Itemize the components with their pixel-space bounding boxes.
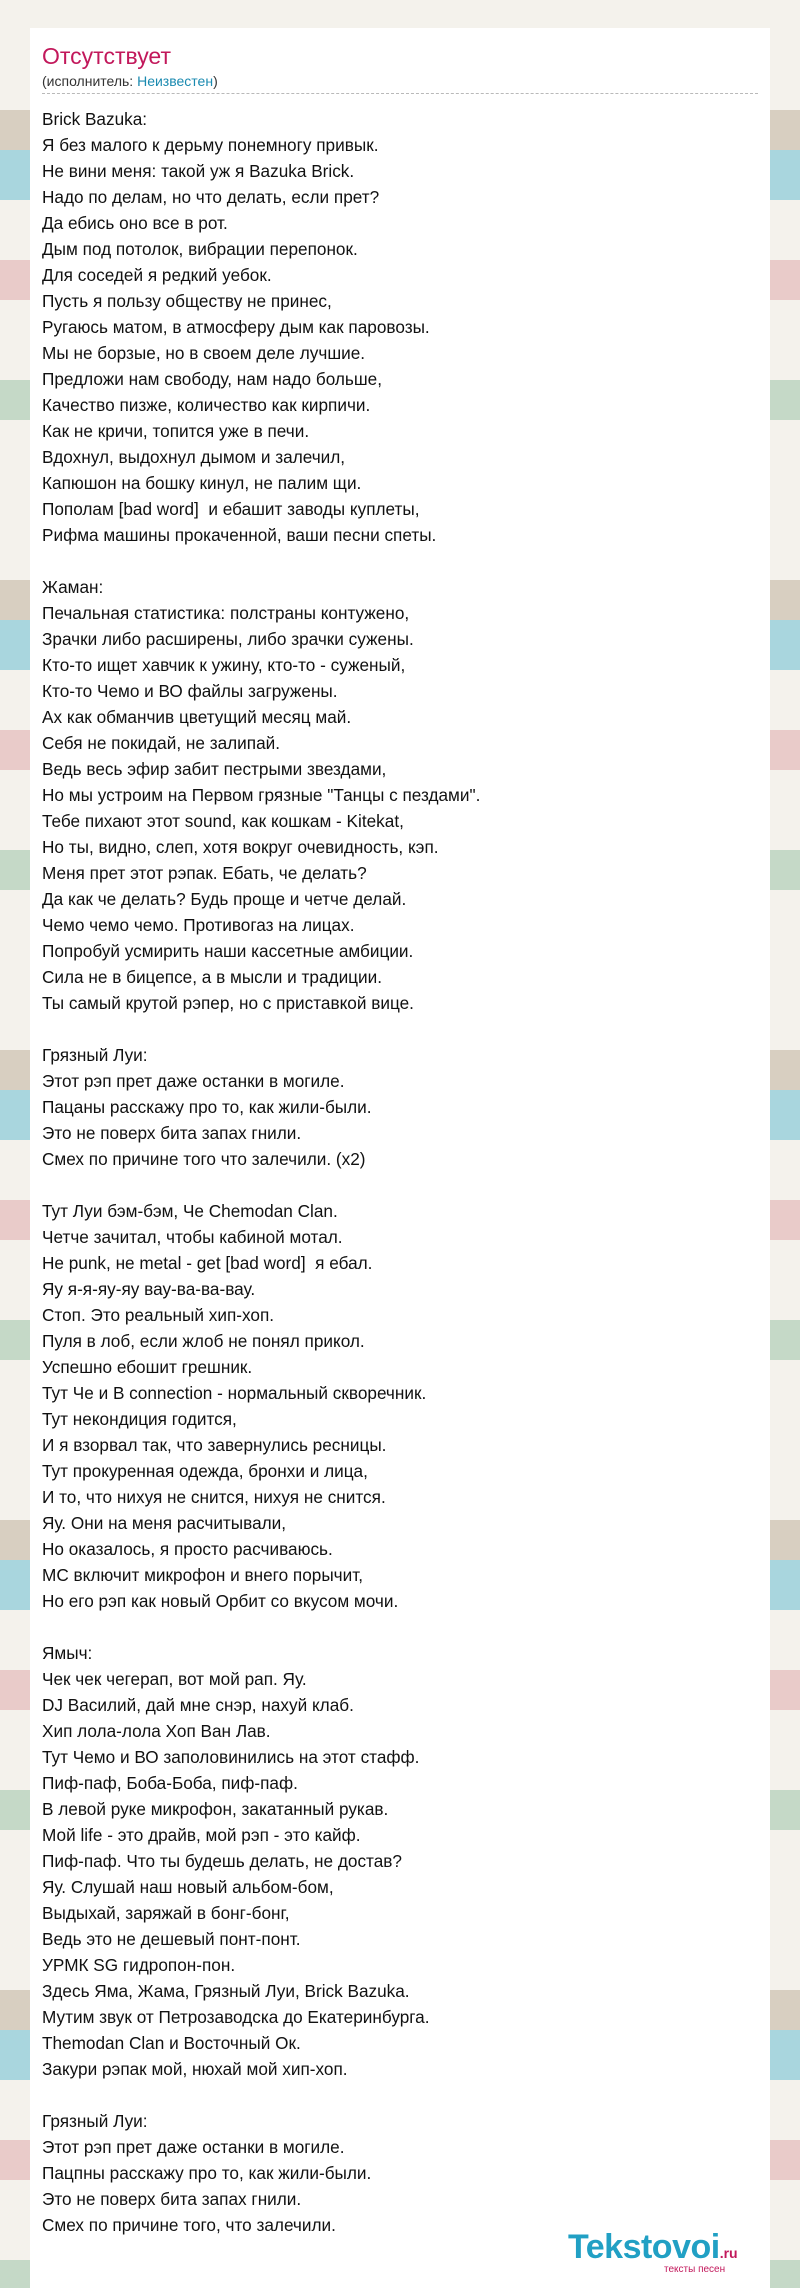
artist-line — [42, 73, 758, 94]
lyrics-line: Себя не покидай, не залипай. — [42, 733, 281, 753]
lyrics-line: Brick Bazuka: — [42, 109, 148, 129]
lyrics-line: Зрачки либо расширены, либо зрачки сужены. — [42, 629, 414, 649]
lyrics-line: Для соседей я редкий уебок. — [42, 265, 272, 285]
lyrics-line: Чек чек чегерап, вот мой рап. Яу. — [42, 1669, 307, 1689]
artist-prefix: (исполнитель: — [42, 73, 138, 89]
lyrics-blank-line — [42, 1016, 758, 1042]
lyrics-line: Жаман: — [42, 577, 104, 597]
lyrics-line: Рифма машины прокаченной, ваши песни спеты. — [42, 525, 437, 545]
lyrics-page — [30, 28, 770, 2288]
lyrics-blank-line — [42, 548, 758, 574]
lyrics-line: Меня прет этот рэпак. Ебать, че делать? — [42, 863, 367, 883]
lyrics-line: И то, что нихуя не снится, нихуя не снится. — [42, 1487, 386, 1507]
page-content — [42, 42, 758, 2238]
song-title: Отсутствует — [42, 43, 171, 69]
lyrics-line: Как не кричи, топится уже в печи. — [42, 421, 310, 441]
lyrics-line: Да ебись оно все в рот. — [42, 213, 228, 233]
lyrics-line: Сила не в бицепсе, а в мысли и традиции. — [42, 967, 382, 987]
lyrics-line: Не вини меня: такой уж я Bazuka Brick. — [42, 161, 355, 181]
lyrics-line: Яу. Они на меня расчитывали, — [42, 1513, 287, 1533]
lyrics-line: Стоп. Это реальный хип-хоп. — [42, 1305, 275, 1325]
lyrics-line: Пополам [bad word] и ебашит заводы куплеты, — [42, 499, 420, 519]
lyrics-line: Тут Луи бэм-бэм, Че Chemodan Clan. — [42, 1201, 338, 1221]
lyrics-line: DJ Василий, дай мне снэр, нахуй клаб. — [42, 1695, 354, 1715]
lyrics-line: Но его рэп как новый Орбит со вкусом мочи. — [42, 1591, 399, 1611]
lyrics-line: Выдыхай, заряжай в бонг-бонг, — [42, 1903, 290, 1923]
lyrics-line: Themodan Clan и Восточный Ок. — [42, 2033, 301, 2053]
lyrics-line: И я взорвал так, что завернулись ресницы. — [42, 1435, 387, 1455]
lyrics-line: Кто-то Чемо и ВО файлы загружены. — [42, 681, 338, 701]
lyrics-line: Успешно ебошит грешник. — [42, 1357, 253, 1377]
lyrics-line: Ах как обманчив цветущий месяц май. — [42, 707, 352, 727]
lyrics-line: Ведь весь эфир забит пестрыми звездами, — [42, 759, 387, 779]
lyrics-line: Предложи нам свободу, нам надо больше, — [42, 369, 382, 389]
lyrics-line: Тут Че и В connection - нормальный скворечник. — [42, 1383, 427, 1403]
lyrics-line: Тут некондиция годится, — [42, 1409, 237, 1429]
lyrics-blank-line — [42, 1172, 758, 1198]
lyrics-line: Ругаюсь матом, в атмосферу дым как паровозы. — [42, 317, 430, 337]
lyrics-line: Хип лола-лола Хоп Ван Лав. — [42, 1721, 271, 1741]
lyrics-line: Четче зачитал, чтобы кабиной мотал. — [42, 1227, 343, 1247]
lyrics-line: Ведь это не дешевый понт-понт. — [42, 1929, 301, 1949]
logo-domain: .ru — [719, 2245, 738, 2261]
lyrics-line: Тут Чемо и ВО заполовинились на этот стафф. — [42, 1747, 420, 1767]
lyrics-blank-line — [42, 1614, 758, 1640]
lyrics-line: Пацаны расскажу про то, как жили-были. — [42, 1097, 372, 1117]
lyrics-line: Вдохнул, выдохнул дымом и залечил, — [42, 447, 346, 467]
lyrics-line: Надо по делам, но что делать, если прет? — [42, 187, 380, 207]
lyrics-line: Пацпны расскажу про то, как жили-были. — [42, 2163, 372, 2183]
lyrics-body — [42, 106, 758, 2238]
lyrics-line: В левой руке микрофон, закатанный рукав. — [42, 1799, 389, 1819]
lyrics-line: Яу. Слушай наш новый альбом-бом, — [42, 1877, 334, 1897]
lyrics-line: Дым под потолок, вибрации перепонок. — [42, 239, 358, 259]
lyrics-line: Здесь Яма, Жама, Грязный Луи, Brick Bazuka. — [42, 1981, 410, 2001]
logo-tagline: тексты песен — [664, 2264, 726, 2275]
lyrics-blank-line — [42, 2082, 758, 2108]
lyrics-line: Мутим звук от Петрозаводска до Екатеринбурга. — [42, 2007, 430, 2027]
artist-suffix: ) — [213, 73, 218, 89]
lyrics-line: Смех по причине того что залечили. (х2) — [42, 1149, 366, 1169]
lyrics-line: Ты самый крутой рэпер, но с приставкой вице. — [42, 993, 414, 1013]
lyrics-line: Чемо чемо чемо. Противогаз на лицах. — [42, 915, 355, 935]
lyrics-line: Яу я-я-яу-яу вау-ва-ва-вау. — [42, 1279, 256, 1299]
lyrics-line: Я без малого к дерьму понемногу привык. — [42, 135, 379, 155]
lyrics-line: Печальная статистика: полстраны контужено, — [42, 603, 410, 623]
lyrics-line: Мой life - это драйв, мой рэп - это кайф. — [42, 1825, 361, 1845]
lyrics-line: Ямыч: — [42, 1643, 93, 1663]
lyrics-line: Но ты, видно, слеп, хотя вокруг очевидность, кэп. — [42, 837, 439, 857]
lyrics-line: Капюшон на бошку кинул, не палим щи. — [42, 473, 362, 493]
lyrics-line: Пусть я пользу обществу не принес, — [42, 291, 332, 311]
lyrics-line: Не punk, не metal - get [bad word] я ебал. — [42, 1253, 373, 1273]
lyrics-line: Грязный Луи: — [42, 1045, 148, 1065]
lyrics-line: Грязный Луи: — [42, 2111, 148, 2131]
lyrics-line: Тебе пихают этот sound, как кошкам - Kitekat, — [42, 811, 404, 831]
lyrics-line: Закури рэпак мой, нюхай мой хип-хоп. — [42, 2059, 348, 2079]
artist-link[interactable]: Неизвестен — [137, 73, 214, 89]
lyrics-line: Это не поверх бита запах гнили. — [42, 2189, 302, 2209]
lyrics-line: УРМК SG гидропон-пон. — [42, 1955, 236, 1975]
lyrics-line: Этот рэп прет даже останки в могиле. — [42, 1071, 345, 1091]
lyrics-line: Этот рэп прет даже останки в могиле. — [42, 2137, 345, 2157]
logo-wordmark: Tekstovoi — [568, 2228, 720, 2266]
lyrics-line: Мы не борзые, но в своем деле лучшие. — [42, 343, 366, 363]
lyrics-line: Смех по причине того, что залечили. — [42, 2215, 336, 2235]
lyrics-line: Пуля в лоб, если жлоб не понял прикол. — [42, 1331, 365, 1351]
lyrics-line: Но оказалось, я просто расчиваюсь. — [42, 1539, 333, 1559]
lyrics-line: Тут прокуренная одежда, бронхи и лица, — [42, 1461, 368, 1481]
lyrics-line: Это не поверх бита запах гнили. — [42, 1123, 302, 1143]
lyrics-line: Кто-то ищет хавчик к ужину, кто-то - суженый, — [42, 655, 406, 675]
site-logo[interactable] — [568, 2228, 738, 2275]
lyrics-line: Качество пизже, количество как кирпичи. — [42, 395, 371, 415]
lyrics-line: МС включит микрофон и внего порычит, — [42, 1565, 363, 1585]
lyrics-line: Пиф-паф, Боба-Боба, пиф-паф. — [42, 1773, 298, 1793]
lyrics-line: Да как че делать? Будь проще и четче делай. — [42, 889, 407, 909]
lyrics-line: Но мы устроим на Первом грязные "Танцы с пездами". — [42, 785, 481, 805]
lyrics-line: Пиф-паф. Что ты будешь делать, не достав? — [42, 1851, 402, 1871]
lyrics-line: Попробуй усмирить наши кассетные амбиции. — [42, 941, 414, 961]
